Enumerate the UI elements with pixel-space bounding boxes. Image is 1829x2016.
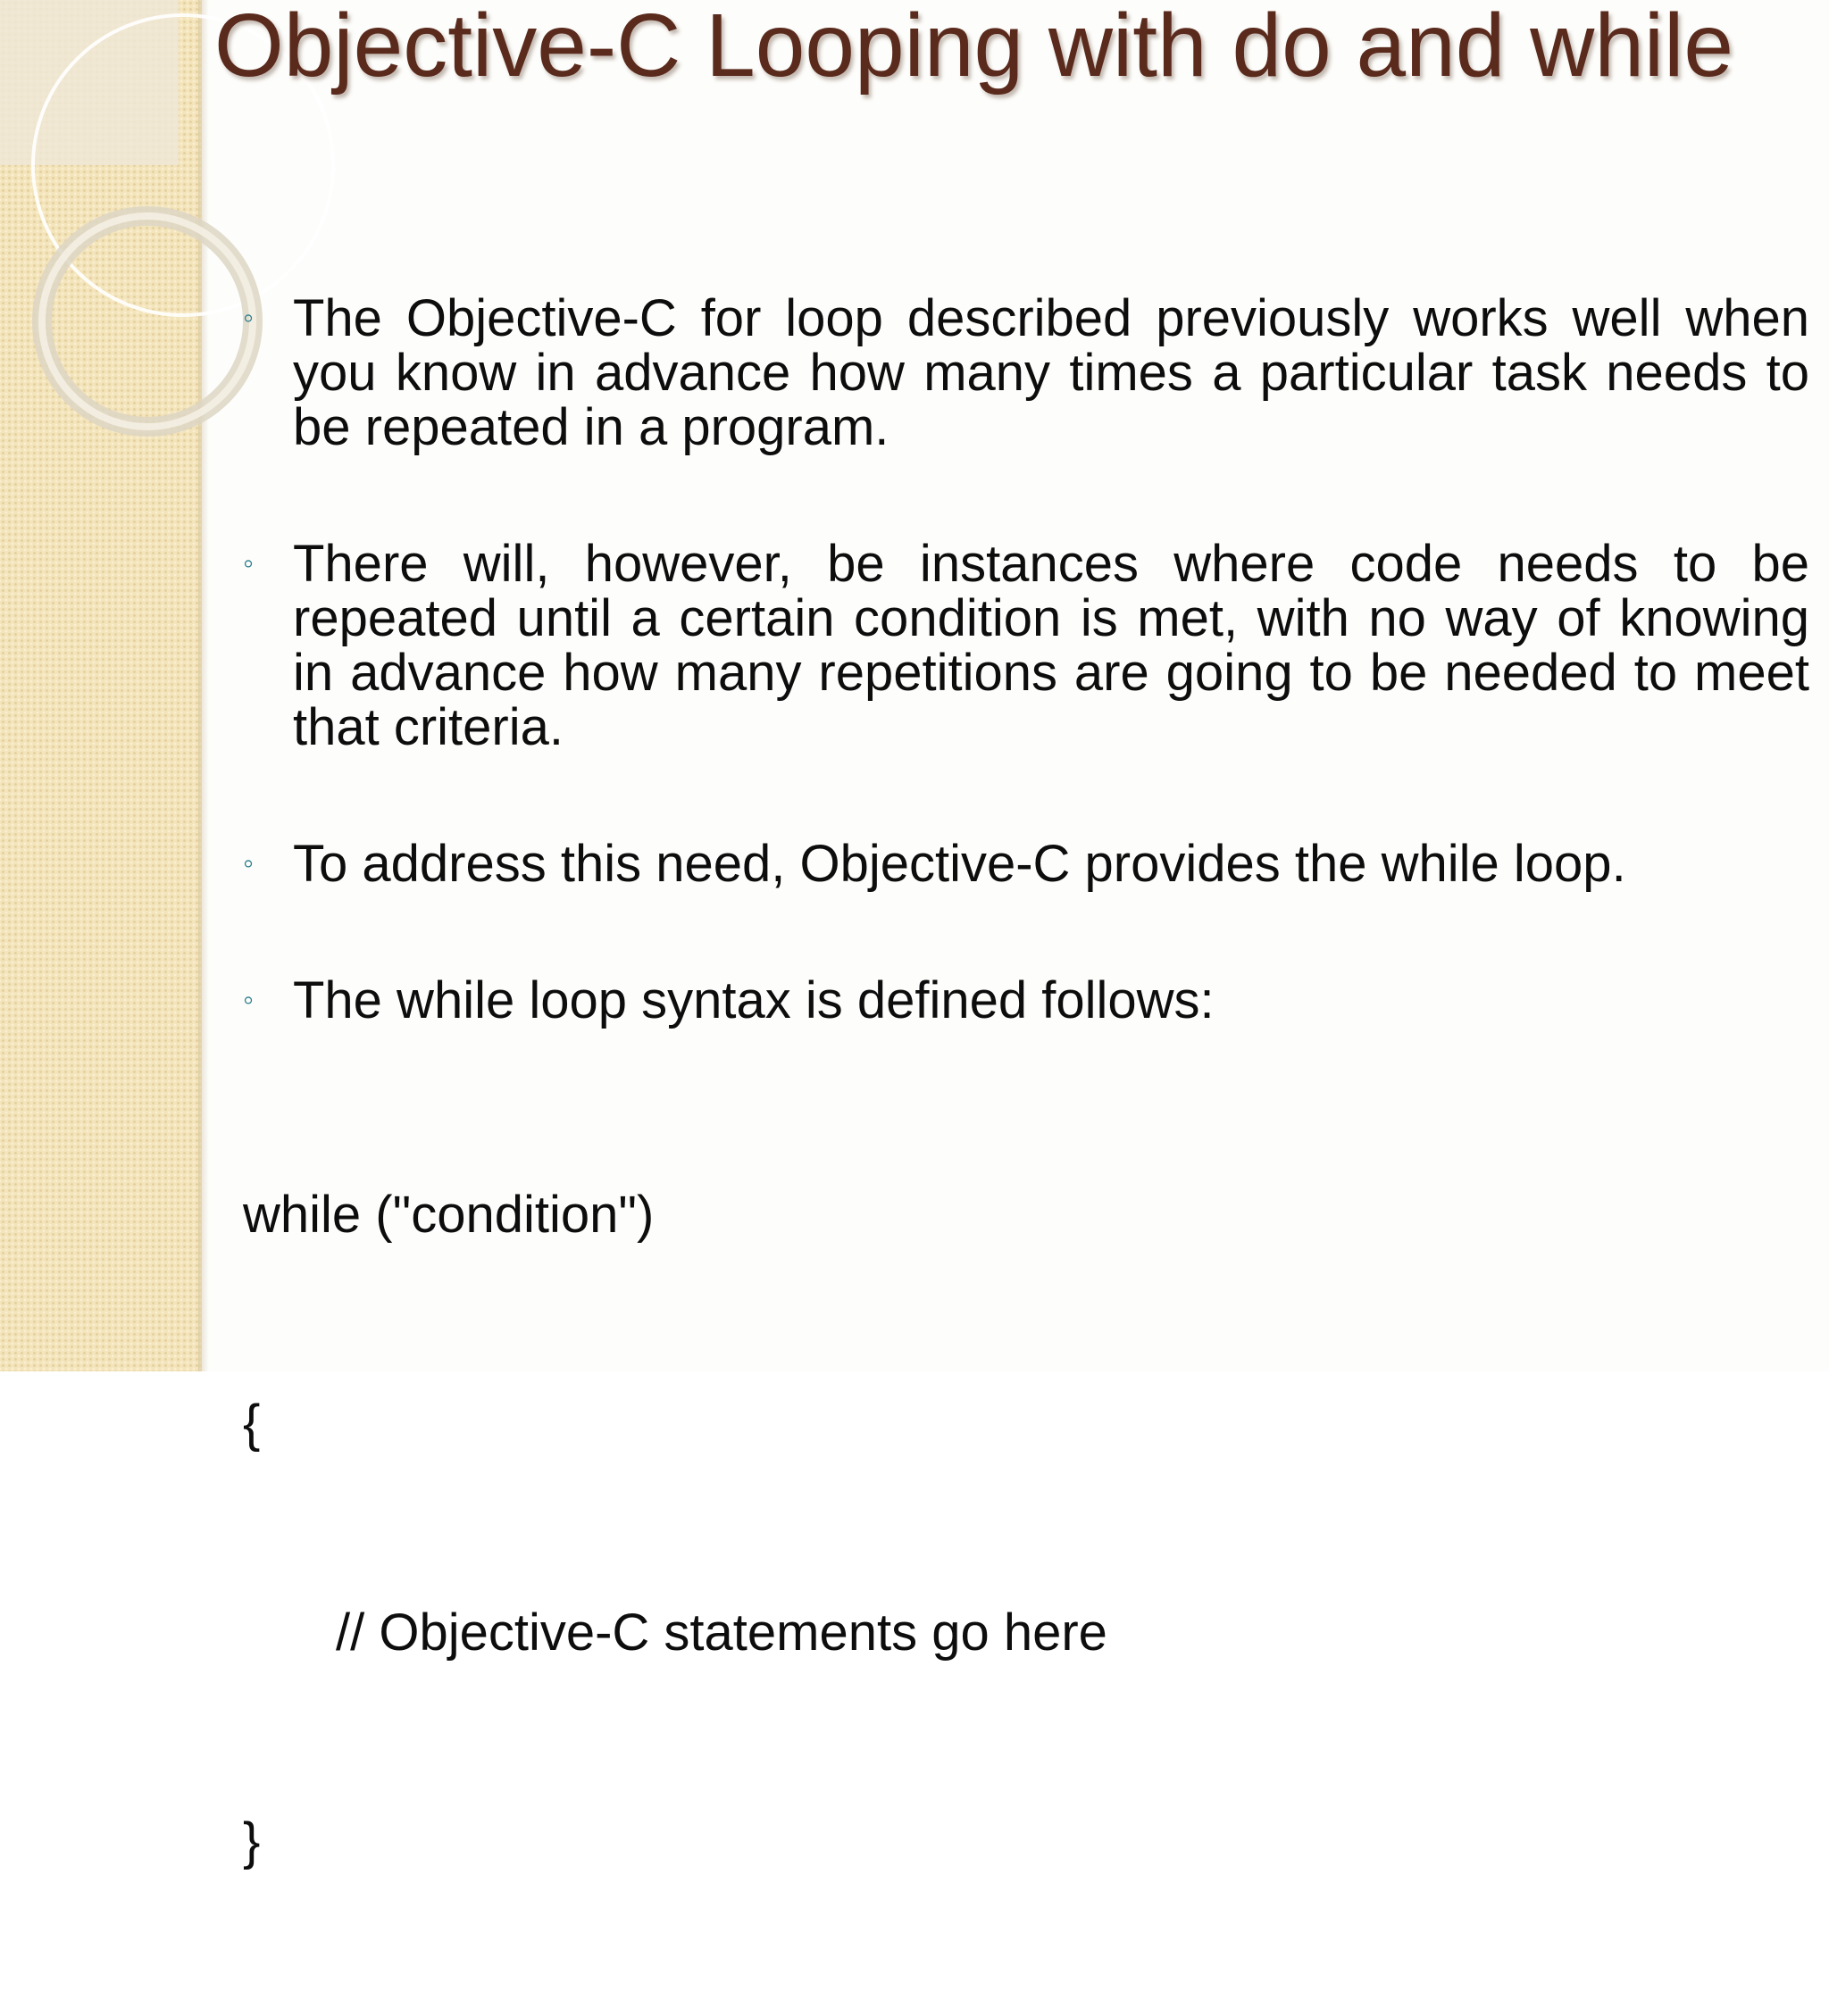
bullet-text: The Objective-C for loop described previously works well when you know in advance how many times a particular task needs to be repeated in a program. <box>293 289 1809 456</box>
code-line-open-brace: { <box>243 1395 261 1453</box>
code-line-close-brace: } <box>243 1812 261 1870</box>
code-line-comment: // Objective-C statements go here <box>336 1604 1107 1662</box>
slide-title: Objective-C Looping with do and while <box>214 0 1733 96</box>
bullet-item <box>241 291 1809 454</box>
bullet-marker-icon: ◦ <box>243 846 255 880</box>
decorative-rings-icon <box>0 0 214 464</box>
bullet-text: There will, however, be instances where code needs to be repeated until a certain condition is met, with no way of knowing in advance how many repetitions are going to be needed to meet that criteria. <box>293 535 1809 756</box>
medium-ring-highlight-shape <box>42 216 253 427</box>
bullet-marker-icon: ◦ <box>243 301 255 335</box>
bullet-marker-icon: ◦ <box>243 983 255 1017</box>
bullet-text: The while loop syntax is defined follows: <box>293 971 1215 1029</box>
code-line-while: while ("condition") <box>243 1186 655 1244</box>
bullet-item <box>241 537 1809 754</box>
bullet-item <box>241 837 1809 891</box>
bullet-item <box>241 973 1809 1028</box>
code-block <box>243 1041 1107 2016</box>
bullet-marker-icon: ◦ <box>243 546 255 580</box>
bullet-list <box>241 291 1809 1028</box>
bullet-text: To address this need, Objective-C provides the while loop. <box>293 835 1626 893</box>
